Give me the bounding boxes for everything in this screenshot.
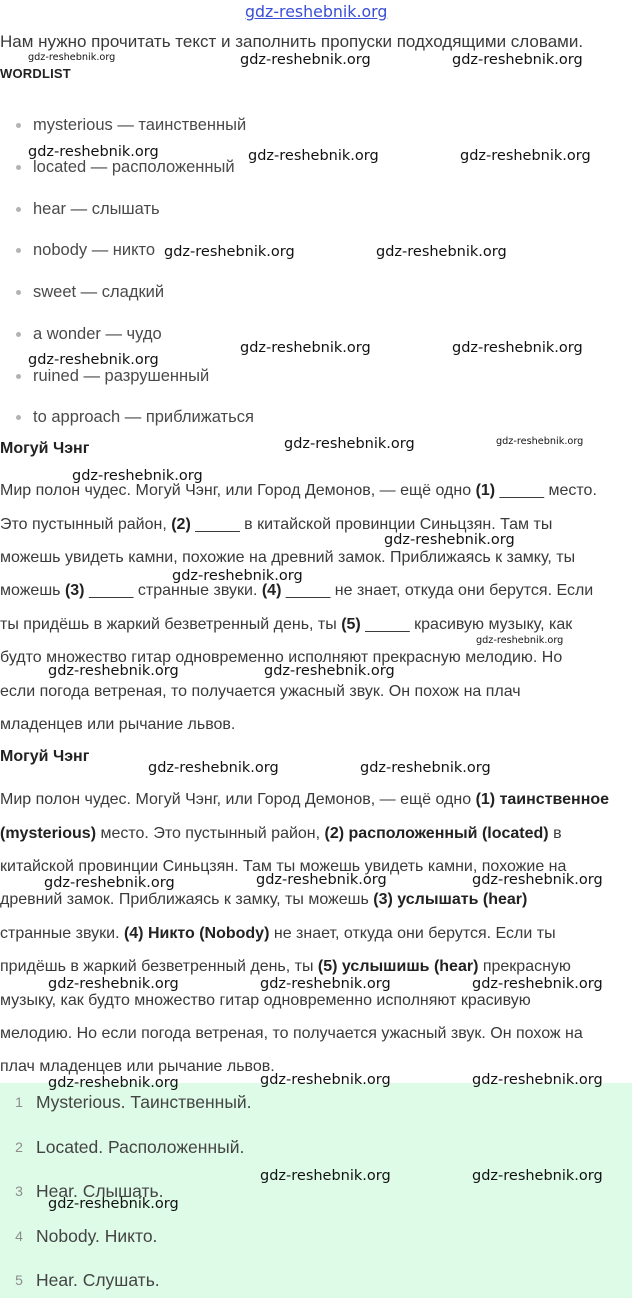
- watermark: gdz-reshebnik.org: [452, 52, 583, 68]
- wordlist-item-text: sweet — сладкий: [33, 283, 165, 301]
- watermark: gdz-reshebnik.org: [240, 52, 371, 68]
- watermark: gdz-reshebnik.org: [48, 1196, 179, 1212]
- watermark: gdz-reshebnik.org: [48, 663, 179, 679]
- bullet-icon: [16, 332, 21, 337]
- watermark: gdz-reshebnik.org: [472, 1168, 603, 1184]
- watermark: gdz-reshebnik.org: [460, 148, 591, 164]
- bullet-icon: [16, 415, 21, 420]
- answer-number: 3: [15, 1183, 23, 1199]
- text-segment: плач младенцев или рычание львов.: [0, 1058, 275, 1076]
- text-line: [0, 1017, 609, 1050]
- text-segment: можешь увидеть камни, похожие на древний замок. Приближаясь к замку, ты: [0, 549, 576, 567]
- bullet-icon: [16, 290, 21, 295]
- text-segment: странные звуки.: [0, 924, 124, 942]
- answer-number: 4: [15, 1227, 23, 1244]
- text-segment: место. Это пустынный район,: [96, 824, 325, 842]
- text-segment: прекрасную: [478, 958, 571, 976]
- text-segment: не знает, откуда они берутся. Если ты: [269, 924, 556, 942]
- wordlist-item: [0, 199, 254, 241]
- highlighted-text: (3): [64, 582, 85, 600]
- watermark: gdz-reshebnik.org: [476, 635, 564, 646]
- highlighted-text: (1): [475, 482, 496, 500]
- watermark: gdz-reshebnik.org: [472, 1072, 603, 1088]
- bullet-icon: [16, 165, 21, 170]
- task-instruction: Нам нужно прочитать текст и заполнить пропуски подходящими словами.: [0, 32, 584, 51]
- text-segment: _____ красивую музыку, как: [360, 615, 573, 633]
- bullet-icon: [16, 248, 21, 253]
- watermark: gdz-reshebnik.org: [384, 532, 515, 548]
- watermark: gdz-reshebnik.org: [48, 976, 179, 992]
- text-segment: _____ не знает, откуда они берутся. Если: [281, 582, 594, 600]
- watermark: gdz-reshebnik.org: [264, 663, 395, 679]
- wordlist-item-text: located — расположенный: [33, 157, 235, 176]
- watermark: gdz-reshebnik.org: [260, 1072, 391, 1088]
- watermark: gdz-reshebnik.org: [148, 760, 279, 776]
- answer-text: Nobody. Никто.: [36, 1225, 158, 1246]
- watermark: gdz-reshebnik.org: [360, 760, 491, 776]
- watermark: gdz-reshebnik.org: [452, 340, 583, 356]
- watermark: gdz-reshebnik.org: [472, 872, 603, 888]
- text-line: [0, 917, 609, 950]
- text-segment: если погода ветреная, то получается ужасный звук. Он похож на плач: [0, 682, 521, 700]
- text-segment: китайской провинции Синьцзян. Там ты можешь увидеть камни, похожие на: [0, 858, 567, 876]
- text-line: [0, 817, 609, 850]
- watermark: gdz-reshebnik.org: [496, 436, 584, 447]
- watermark: gdz-reshebnik.org: [164, 244, 295, 260]
- text-segment: _____ странные звуки.: [84, 582, 262, 600]
- text-segment: мелодию. Но если погода ветреная, то получается ужасный звук. Он похож на: [0, 1025, 583, 1043]
- text-segment: _____ в китайской провинции Синьцзян. Там ты: [190, 515, 553, 533]
- watermark: gdz-reshebnik.org: [72, 468, 203, 484]
- watermark: gdz-reshebnik.org: [28, 144, 159, 160]
- highlighted-text: (3) услышать (hear): [373, 891, 528, 909]
- text-segment: музыку, как будто множество гитар одновременно исполняют красивую: [0, 991, 531, 1009]
- watermark: gdz-reshebnik.org: [284, 436, 415, 452]
- task-text-title: Могуй Чэнг: [0, 440, 90, 457]
- wordlist-item-text: to approach — приближаться: [33, 408, 254, 427]
- watermark: gdz-reshebnik.org: [240, 340, 371, 356]
- bullet-icon: [16, 207, 21, 212]
- solved-text-title: Могуй Чэнг: [0, 748, 90, 765]
- task-text-paragraph: [0, 474, 597, 741]
- text-segment: Мир полон чудес. Могуй Чэнг, или Город Демонов, — ещё одно: [0, 791, 476, 809]
- text-segment: Это пустынный район,: [0, 515, 172, 533]
- wordlist-item: [0, 157, 254, 199]
- text-line: [0, 708, 597, 741]
- text-segment: придёшь в жаркий безветренный день, ты: [0, 958, 318, 976]
- answer-item: [0, 1137, 252, 1182]
- watermark: gdz-reshebnik.org: [248, 148, 379, 164]
- text-segment: в: [548, 824, 562, 842]
- highlighted-text: (2): [171, 515, 191, 533]
- answer-text: Hear. Слушать.: [36, 1270, 160, 1290]
- wordlist-item-text: ruined — разрушенный: [33, 366, 210, 385]
- watermark: gdz-reshebnik.org: [48, 1075, 179, 1091]
- answer-number: 5: [15, 1272, 23, 1288]
- text-segment: Мир полон чудес. Могуй Чэнг, или Город Демонов, — ещё одно: [0, 482, 476, 500]
- watermark: gdz-reshebnik.org: [376, 244, 507, 260]
- wordlist-item: [0, 282, 254, 324]
- wordlist-item-text: a wonder — чудо: [33, 324, 162, 343]
- highlighted-text: (mysterious): [0, 824, 97, 842]
- answer-text: Hear. Слышать.: [36, 1181, 164, 1201]
- text-segment: _____ место.: [495, 482, 597, 500]
- watermark: gdz-reshebnik.org: [44, 875, 175, 891]
- answers-list: [0, 1092, 252, 1290]
- site-link[interactable]: gdz-reshebnik.org: [245, 2, 388, 21]
- text-segment: младенцев или рычание львов.: [0, 716, 236, 734]
- answer-item: [0, 1226, 252, 1271]
- text-segment: будто множество гитар одновременно исполняют прекрасную мелодию. Но: [0, 649, 563, 667]
- watermark: gdz-reshebnik.org: [172, 568, 303, 584]
- wordlist-item-text: hear — слышать: [33, 199, 160, 218]
- highlighted-text: (2) расположенный (located): [324, 824, 549, 842]
- highlighted-text: (4) Никто (Nobody): [123, 924, 270, 942]
- highlighted-text: (5) услышишь (hear): [317, 958, 479, 976]
- watermark: gdz-reshebnik.org: [472, 976, 603, 992]
- wordlist-item-text: mysterious — таинственный: [33, 116, 247, 134]
- watermark: gdz-reshebnik.org: [260, 976, 391, 992]
- answer-number: 2: [15, 1138, 23, 1155]
- wordlist-item: [0, 407, 254, 427]
- watermark: gdz-reshebnik.org: [260, 1168, 391, 1184]
- highlighted-text: (5): [341, 615, 361, 633]
- wordlist-heading: WORDLIST: [0, 66, 71, 81]
- highlighted-text: (1) таинственное: [475, 791, 610, 809]
- answer-item: [0, 1270, 252, 1290]
- answer-text: Located. Расположенный.: [36, 1136, 245, 1157]
- wordlist-item: [0, 366, 254, 408]
- wordlist-item-text: nobody — никто: [33, 241, 156, 260]
- text-segment: ты придёшь в жаркий безветренный день, ты: [0, 615, 342, 633]
- text-segment: древний замок. Приближаясь к замку, ты можешь: [0, 891, 374, 909]
- bullet-icon: [16, 374, 21, 379]
- watermark: gdz-reshebnik.org: [28, 352, 159, 368]
- answer-number: 1: [15, 1094, 23, 1110]
- highlighted-text: (4): [261, 582, 282, 600]
- text-line: [0, 783, 609, 816]
- text-segment: можешь: [0, 582, 65, 600]
- solved-text-paragraph: [0, 783, 609, 1084]
- bullet-icon: [16, 123, 21, 128]
- watermark: gdz-reshebnik.org: [28, 52, 116, 63]
- answer-text: Mysterious. Таинственный.: [36, 1092, 252, 1112]
- watermark: gdz-reshebnik.org: [256, 872, 387, 888]
- answer-item: [0, 1092, 252, 1137]
